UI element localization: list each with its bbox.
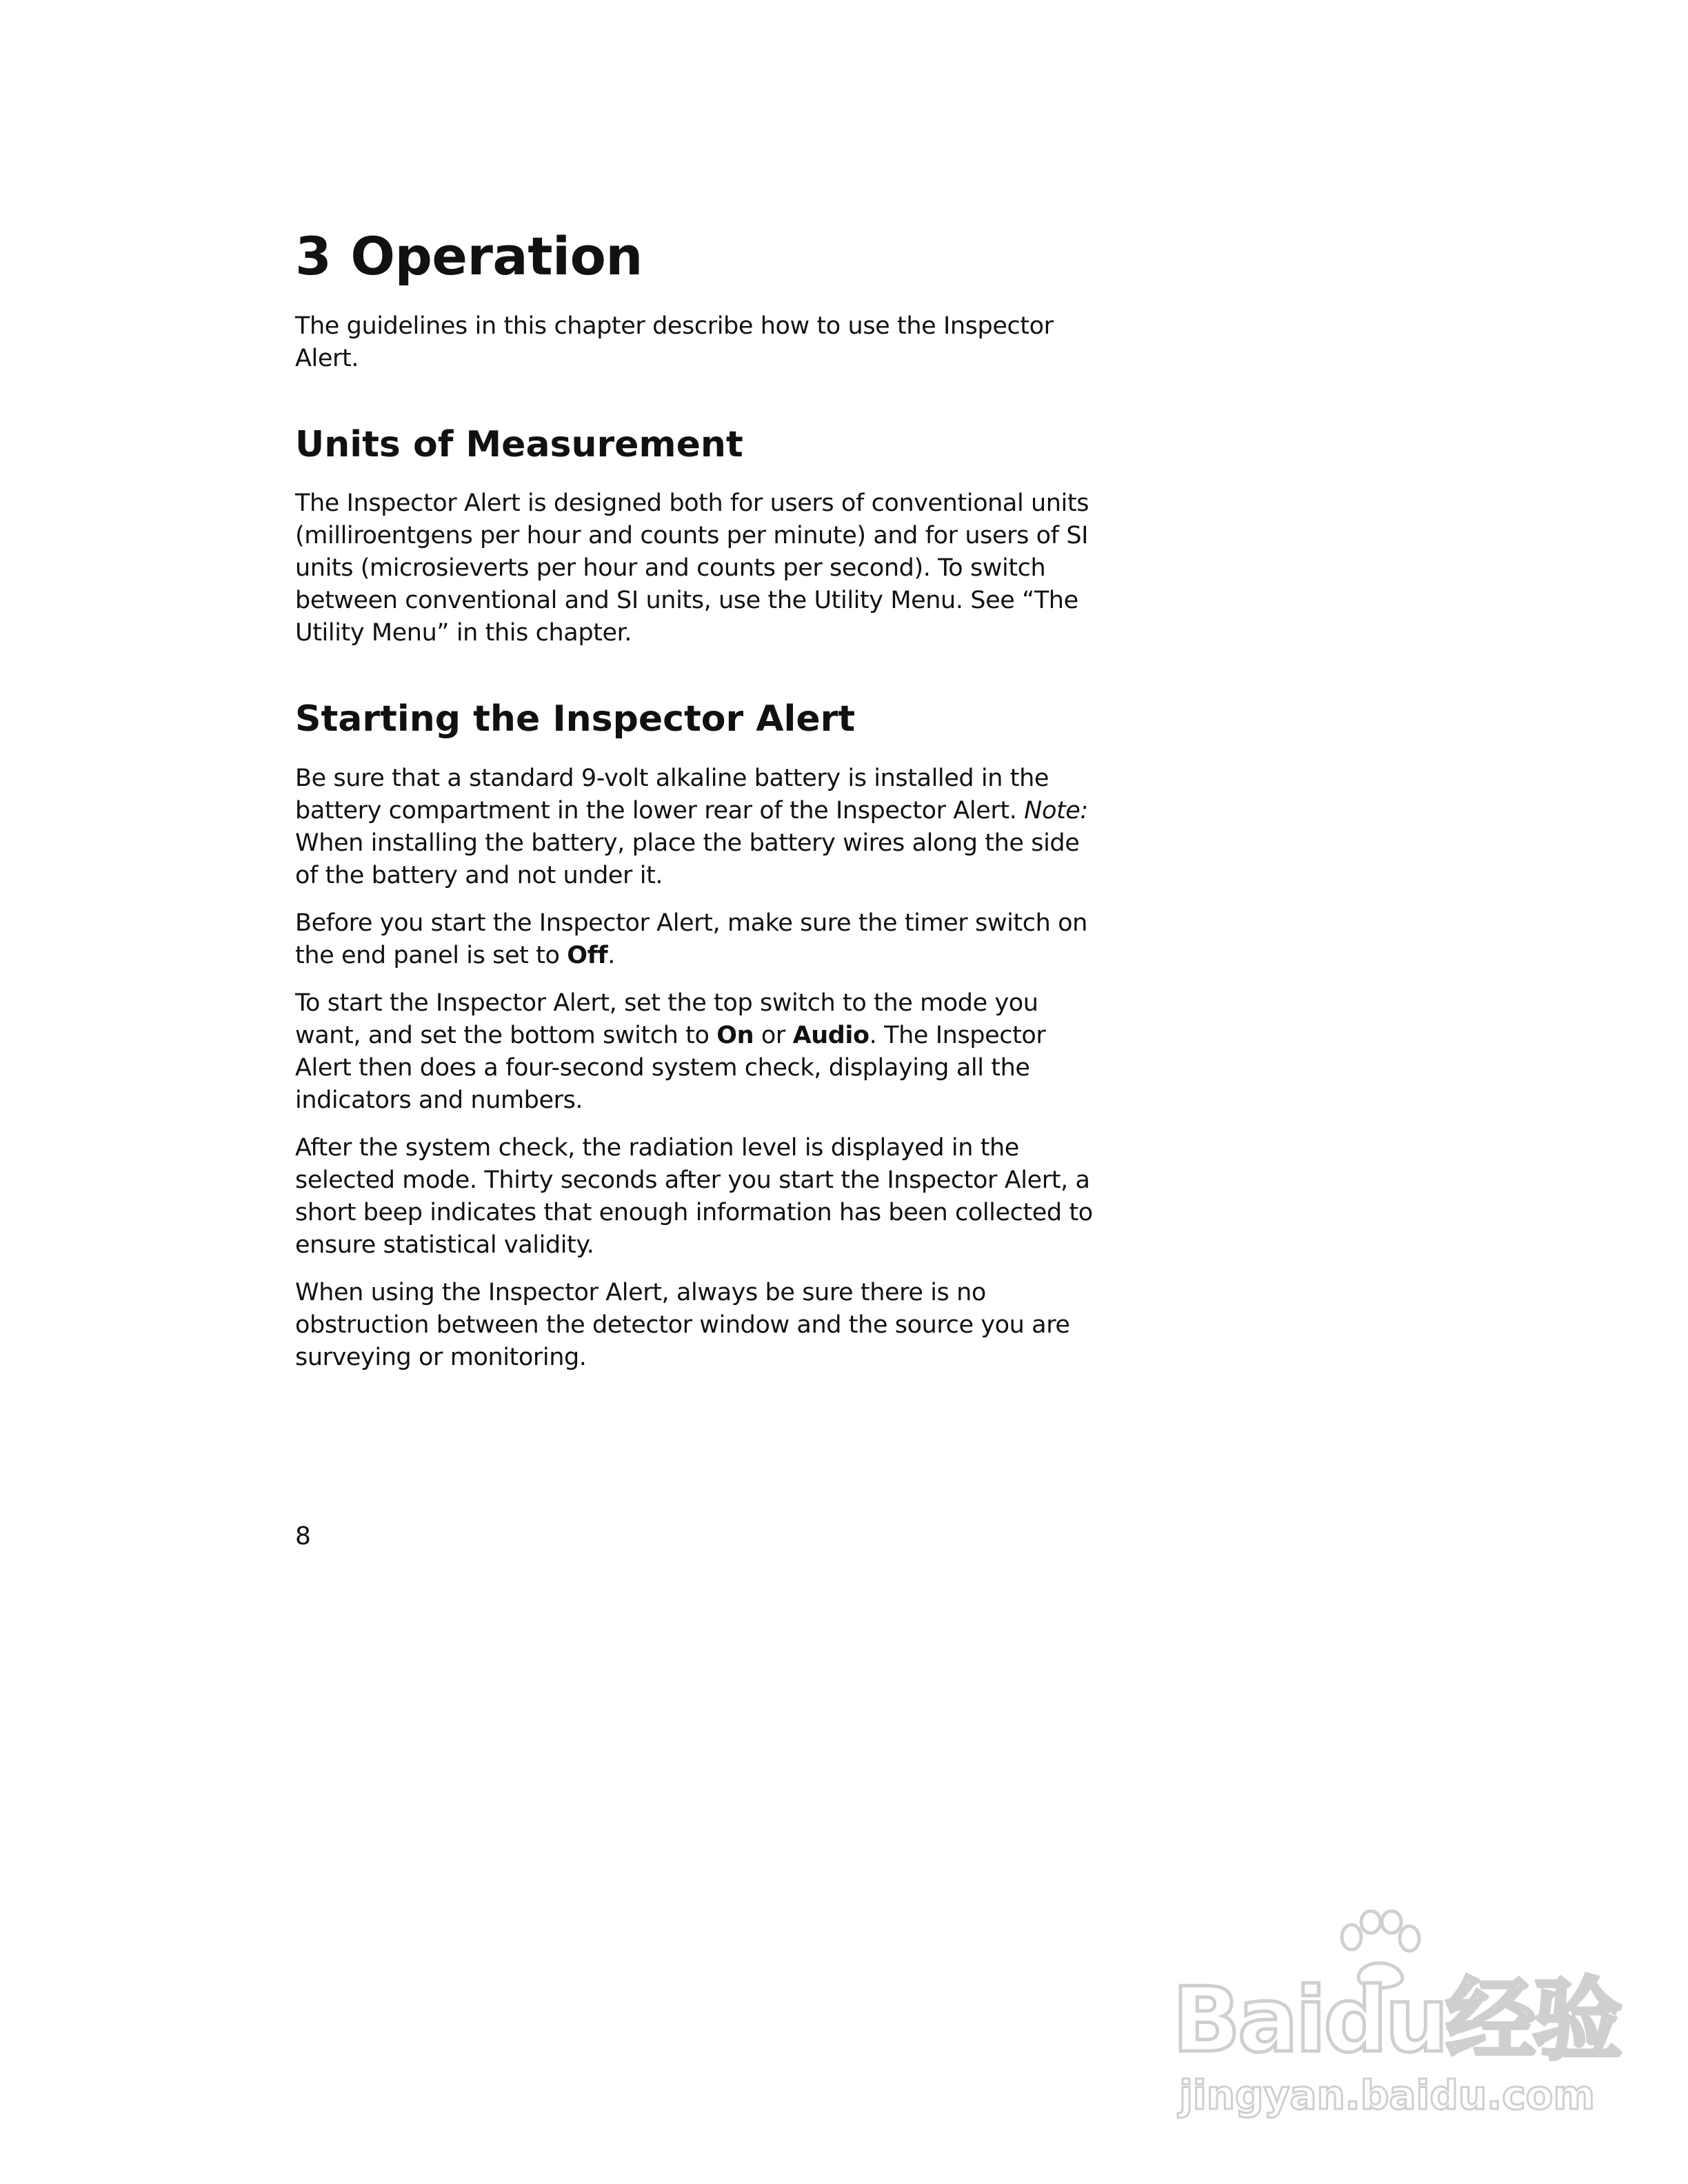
units-paragraph: The Inspector Alert is designed both for users of conventional units (milliroentgens per hour and counts per minute) and for users of SI units (microsieverts per hour and counts per second). To switch between conventional and SI units, use the Utility Menu. See “The Utility Menu” in this chapter. — [295, 489, 1089, 647]
timer-paragraph — [295, 907, 1109, 972]
battery-text: Be sure that a standard 9-volt alkaline battery is installed in the battery compartment in the lower rear of the Inspector Alert. — [295, 765, 1049, 825]
system-check-paragraph: After the system check, the radiation level is displayed in the selected mode. Thirty seconds after you start the Inspector Alert, a short beep indicates that enough information has been collected to ensure statistical validity. — [295, 1134, 1093, 1260]
obstruction-paragraph: When using the Inspector Alert, always be sure there is no obstruction between the detector window and the source you are surveying or monitoring. — [295, 1279, 1070, 1372]
baidu-watermark — [1172, 1910, 1620, 2137]
note-label: Note: — [1024, 797, 1088, 825]
timer-end: . — [607, 942, 615, 970]
start-text: To start the Inspector Alert, set the top switch to the mode you want, and set the bottom switch to — [295, 989, 1038, 1050]
start-end: . The Inspector Alert then does a four-second system check, displaying all the indicators and numbers. — [295, 1022, 1046, 1115]
start-paragraph — [295, 987, 1109, 1117]
chapter-intro: The guidelines in this chapter describe how to use the Inspector Alert. — [295, 312, 1054, 372]
page-number: 8 — [295, 1522, 311, 1550]
watermark-url: jingyan.baidu.com — [1179, 2072, 1595, 2119]
chapter-title — [295, 225, 1109, 287]
chapter-title-text: Operation — [350, 225, 643, 287]
section-spacer — [295, 665, 1109, 699]
starting-heading: Starting the Inspector Alert — [295, 698, 856, 740]
off-label: Off — [567, 942, 608, 970]
battery-paragraph — [295, 762, 1109, 892]
chapter-number: 3 — [295, 225, 332, 287]
section-spacer — [295, 390, 1109, 425]
on-label: On — [716, 1022, 754, 1050]
start-mid: or — [754, 1022, 793, 1050]
audio-label: Audio — [792, 1022, 870, 1050]
page-content — [295, 225, 1109, 1389]
units-heading: Units of Measurement — [295, 423, 743, 465]
timer-text: Before you start the Inspector Alert, make sure the timer switch on the end panel is set to — [295, 909, 1087, 970]
note-text: When installing the battery, place the battery wires along the side of the battery and not under it. — [295, 829, 1080, 890]
watermark-brand: Baidu经验 — [1172, 1968, 1620, 2072]
